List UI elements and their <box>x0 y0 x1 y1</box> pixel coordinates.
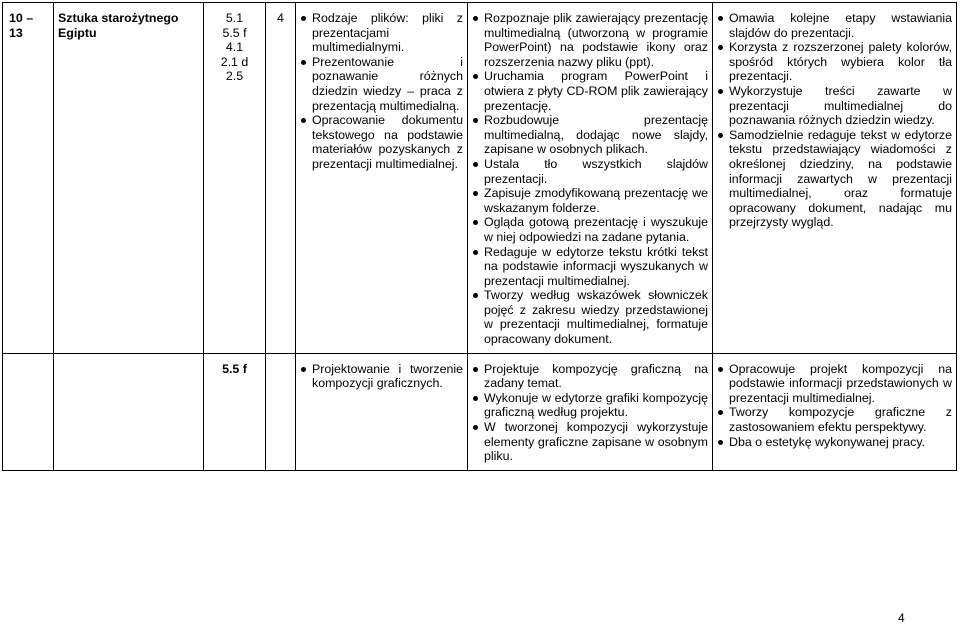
list-item: Wykonuje w edytorze grafiki kompozycję graficzną według projektu. <box>484 390 708 420</box>
list-item: Ogląda gotową prezentację i wyszukuje w niej odpowiedzi na zadane pytania. <box>484 215 708 244</box>
weeks-cell: 10 – 13 <box>3 3 54 354</box>
list-item: Dba o estetykę wykonywanej pracy. <box>729 435 952 450</box>
list-item: Korzysta z rozszerzonej palety kolorów, spośród których wybiera kolor tła prezentacji. <box>729 40 952 84</box>
extended-cell <box>713 353 957 470</box>
topic-cell <box>54 353 204 470</box>
content-cell <box>296 353 468 470</box>
curriculum-ref: 5.5 f <box>222 361 247 376</box>
list-item: Rozbudowuje prezentację multimedialną, dodając nowe slajdy, zapisane w osobnych plikach. <box>484 113 708 157</box>
table-row <box>3 3 957 354</box>
content-cell <box>296 3 468 354</box>
curriculum-ref: 2.5 <box>225 69 244 84</box>
list-item: Zapisuje zmodyfikowaną prezentację we wskazanym folderze. <box>484 186 708 215</box>
content-list <box>300 362 463 391</box>
content-list <box>300 11 463 172</box>
list-item: Opracowuje projekt kompozycji na podstawie informacji przedstawionych w prezentacji multimedialnej. <box>729 361 952 405</box>
list-item: Projektowanie i tworzenie kompozycji graficznych. <box>312 361 463 391</box>
list-item: Rodzaje plików: pliki z prezentacjami multimedialnymi. <box>312 11 463 55</box>
curriculum-ref: 2.1 d <box>220 54 249 69</box>
hours-cell <box>266 353 296 470</box>
extended-list <box>717 362 952 450</box>
table-row <box>3 353 957 470</box>
list-item: Uruchamia program PowerPoint i otwiera z płyty CD-ROM plik zawierający prezentację. <box>484 69 708 113</box>
curriculum-refs-cell <box>204 3 266 354</box>
list-item: W tworzonej kompozycji wykorzystuje elementy graficzne zapisane w osobnym pliku. <box>484 420 708 464</box>
list-item: Tworzy kompozycje graficzne z zastosowaniem efektu perspektywy. <box>729 405 952 435</box>
list-item: Rozpoznaje plik zawierający prezentację multimedialną (utworzoną w programie PowerPoint) na podstawie ikony oraz rozszerzenia nazwy pliku (ppt). <box>484 11 708 69</box>
hours-cell: 4 <box>266 3 296 354</box>
curriculum-ref: 4.1 <box>225 40 244 55</box>
list-item: Prezentowanie i poznawanie różnych dziedzin wiedzy – praca z prezentacją multimedialną. <box>312 54 463 113</box>
extended-list <box>717 11 952 230</box>
curriculum-table <box>2 2 957 471</box>
list-item: Opracowanie dokumentu tekstowego na podstawie materiałów pozyskanych z prezentacji multimedialnej. <box>312 113 463 171</box>
basic-cell <box>468 3 713 354</box>
curriculum-ref: 5.1 <box>225 11 244 25</box>
list-item: Wykorzystuje treści zawarte w prezentacji multimedialnej do poznawania różnych dziedzin wiedzy. <box>729 83 952 128</box>
curriculum-refs-cell <box>204 353 266 470</box>
table-body <box>3 3 957 471</box>
list-item: Projektuje kompozycję graficzną na zadany temat. <box>484 361 708 391</box>
list-item: Ustala tło wszystkich slajdów prezentacji. <box>484 156 708 186</box>
extended-cell <box>713 3 957 354</box>
curriculum-ref: 5.5 f <box>222 25 247 40</box>
basic-list <box>472 362 708 464</box>
page-number: 4 <box>898 611 905 625</box>
basic-cell <box>468 353 713 470</box>
list-item: Tworzy według wskazówek słowniczek pojęć z zakresu wiedzy przedstawionej w prezentacji multimedialnej, formatuje opracowany dokument. <box>484 288 708 347</box>
list-item: Redaguje w edytorze tekstu krótki tekst na podstawie informacji wyszukanych w prezentacji multimedialnej. <box>484 244 708 288</box>
weeks-cell <box>3 353 54 470</box>
topic-cell: Sztuka starożytnego Egiptu <box>54 3 204 354</box>
basic-list <box>472 11 708 347</box>
list-item: Samodzielnie redaguje tekst w edytorze tekstu przedstawiający wiadomości z określonej dziedziny, na podstawie informacji zawartych w prezentacji multimedialnej, oraz formatuje opracowany dokument, nadając mu przejrzysty wygląd. <box>729 127 952 230</box>
list-item: Omawia kolejne etapy wstawiania slajdów do prezentacji. <box>729 11 952 40</box>
